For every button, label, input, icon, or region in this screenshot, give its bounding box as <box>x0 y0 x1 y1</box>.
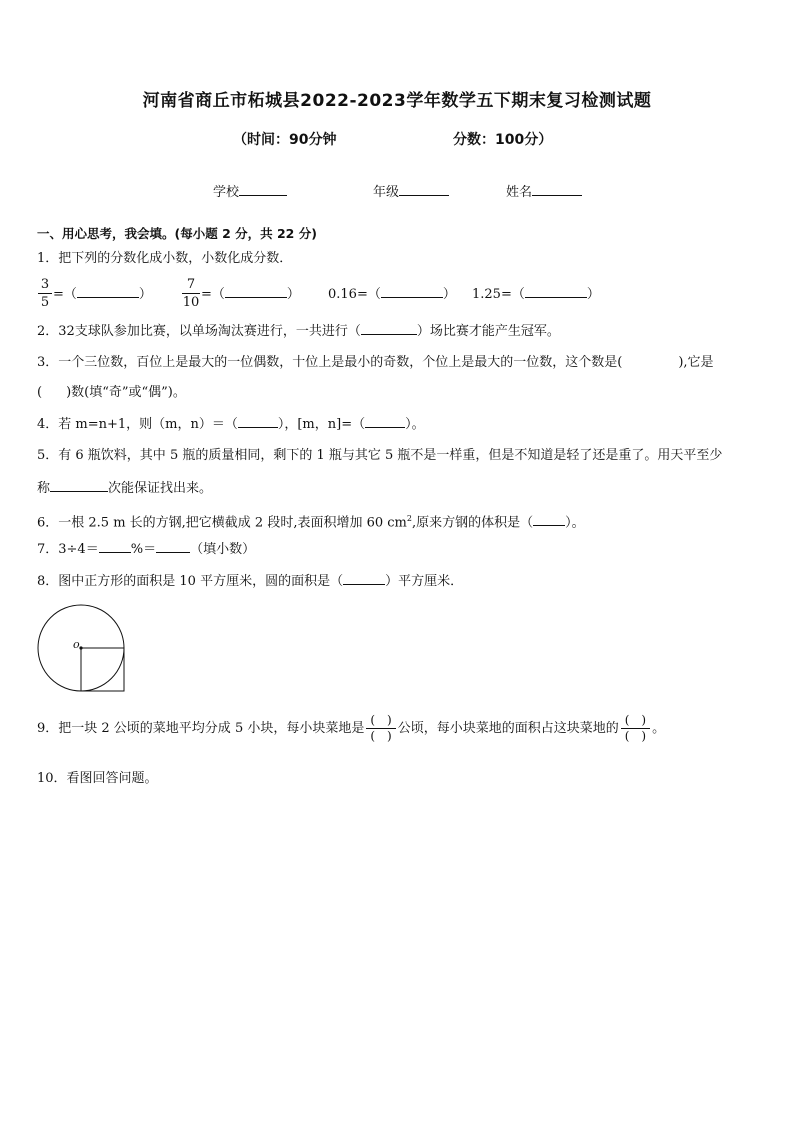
question-3 <box>37 354 714 372</box>
q1-f2-eq: =（ <box>201 287 225 302</box>
question-10: 10．看图回答问题。 <box>37 771 158 786</box>
q6-superscript: 2 <box>406 514 412 523</box>
q4-blank-1 <box>238 415 278 428</box>
q1-fraction-2 <box>182 276 200 311</box>
q1-d2-answer <box>472 285 600 304</box>
q2-text-a: 2．32支球队参加比赛，以单场淘汰赛进行，一共进行（ <box>37 324 361 339</box>
q9-f2-denominator: ( ) <box>624 729 647 743</box>
question-8 <box>37 572 463 591</box>
q8-text-a: 8．图中正方形的面积是 10 平方厘米，圆的面积是（ <box>37 574 344 589</box>
q1-d2-close: ） <box>586 287 600 302</box>
center-label: o <box>73 638 80 651</box>
question-5-line2 <box>37 479 212 498</box>
question-4 <box>37 415 425 434</box>
q1-f1-denominator: 5 <box>38 293 52 311</box>
question-7 <box>37 540 255 559</box>
q2-blank <box>361 322 417 335</box>
q4-text-b: ），[m，n]=（ <box>277 417 366 432</box>
q9-text-a: 9．把一块 2 公顷的菜地平均分成 5 小块，每小块菜地是 <box>37 721 365 736</box>
school-field <box>213 181 287 200</box>
q5-text-c: 次能保证找出来。 <box>108 481 213 496</box>
grade-blank <box>399 182 449 196</box>
grade-field <box>373 181 449 200</box>
name-blank <box>532 182 582 196</box>
circle-square-figure <box>36 604 128 696</box>
q1-fraction-1 <box>38 276 52 311</box>
question-2 <box>37 322 560 341</box>
q3-text-a: 3．一个三位数，百位上是最大的一位偶数，十位上是最小的奇数，个位上是最大的一位数，这个数是( <box>37 355 623 370</box>
question-1: 1．把下列的分数化成小数，小数化成分数． <box>37 251 293 266</box>
q7-text-c: （填小数） <box>190 542 256 557</box>
name-label: 姓名 <box>506 185 533 200</box>
q9-text-b: 公顷，每小块菜地的面积占这块菜地的 <box>397 721 619 736</box>
q6-text-c: ）。 <box>565 515 585 531</box>
center-point <box>79 646 82 649</box>
q4-text-c: ）。 <box>405 417 425 432</box>
q9-f2-numerator: ( ) <box>621 713 650 729</box>
q5-blank <box>50 479 108 492</box>
q1-f1-eq: =（ <box>53 287 77 302</box>
q1-d2-blank <box>525 285 587 298</box>
page-title: 河南省商丘市柘城县2022-2023学年数学五下期末复习检测试题 <box>142 91 652 111</box>
q1-d1-text: 0.16=（ <box>328 287 381 302</box>
square-shape <box>81 648 124 691</box>
q7-blank-1 <box>99 540 131 553</box>
q8-blank <box>343 572 385 585</box>
q1-d2-text: 1.25=（ <box>472 287 525 302</box>
q9-fraction-1 <box>366 713 395 744</box>
q3-text-c: ( <box>37 385 43 400</box>
q1-d1-blank <box>381 285 443 298</box>
q9-f1-denominator: ( ) <box>370 729 392 743</box>
q1-f2-denominator: 10 <box>182 295 200 310</box>
q1-f2-numerator: 7 <box>186 277 196 292</box>
q1-d1-answer <box>328 285 456 304</box>
q9-text-c: 。 <box>652 721 666 736</box>
q6-blank <box>533 513 565 526</box>
q4-blank-2 <box>365 415 405 428</box>
q6-text-b: ,原来方钢的体积是（ <box>411 515 534 531</box>
q4-text-a: 4．若 m=n+1，则（m，n）＝（ <box>37 417 238 432</box>
question-3-line2 <box>37 384 186 402</box>
grade-label: 年级 <box>373 185 400 200</box>
q5-text-b: 称 <box>37 481 51 496</box>
question-5: 5．有 6 瓶饮料，其中 5 瓶的质量相同，剩下的 1 瓶与其它 5 瓶不是一样重，但是不知道是轻了还是重了。用天平至少 <box>37 448 723 463</box>
q1-f1-answer <box>53 285 152 304</box>
q1-f2-answer <box>201 285 300 304</box>
q1-f1-blank <box>77 285 139 298</box>
q1-f2-close: ） <box>286 287 300 302</box>
exam-score: 分数：100分） <box>453 132 553 148</box>
q1-f1-numerator: 3 <box>40 277 50 292</box>
q6-text-a: 6．一根 2.5 m 长的方钢,把它横截成 2 段时,表面积增加 60 cm <box>37 515 407 531</box>
school-label: 学校 <box>213 185 240 200</box>
name-field <box>506 181 582 200</box>
question-6 <box>37 510 585 532</box>
question-9 <box>37 712 665 746</box>
q9-fraction-2 <box>621 713 650 744</box>
q9-f1-numerator: ( ) <box>366 713 395 729</box>
q7-text-a: 7．3÷4＝ <box>37 542 99 557</box>
q7-text-b: %＝ <box>130 542 157 557</box>
q2-text-b: ）场比赛才能产生冠军。 <box>416 324 560 339</box>
q1-f2-blank <box>225 285 287 298</box>
school-blank <box>239 182 287 196</box>
exam-time: （时间：90分钟 <box>233 132 337 148</box>
q1-d1-close: ） <box>442 287 456 302</box>
q1-f1-close: ） <box>138 287 152 302</box>
q3-text-d: )数(填“奇”或“偶”)。 <box>66 385 186 400</box>
q8-text-b: ）平方厘米． <box>385 574 464 589</box>
q7-blank-2 <box>156 540 190 553</box>
section-heading: 一、用心思考，我会填。(每小题 2 分，共 22 分) <box>37 226 317 241</box>
q3-text-b: ),它是 <box>678 355 714 370</box>
